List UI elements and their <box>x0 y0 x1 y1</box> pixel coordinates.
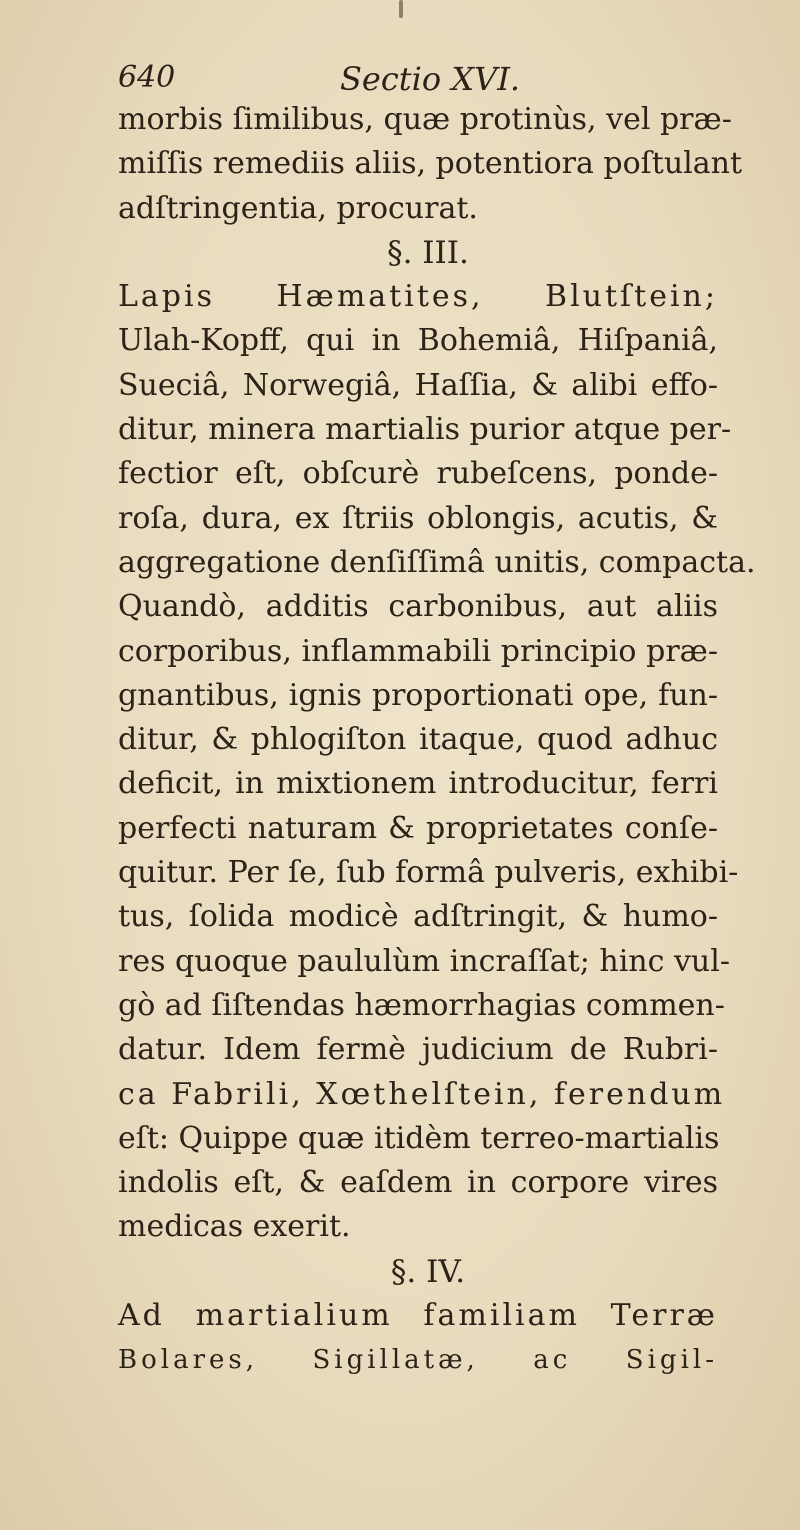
text-line: ca Fabrili, Xœthelſtein, ferendum <box>118 1076 726 1112</box>
text-line: fectior eſt, obſcurè rubeſcens, ponde- <box>118 456 718 492</box>
text-line: Bolares, Sigillatæ, ac Sigil- <box>118 1345 718 1376</box>
text-line: roſa, dura, ex ſtriis oblongis, acutis, & <box>118 500 718 536</box>
text-line: miſſis remediis aliis, potentiora poſtulant <box>118 146 743 182</box>
text-line: gnantibus, ignis proportionati ope, fun- <box>118 677 718 713</box>
text-line: quitur. Per ſe, ſub formâ pulveris, exhibi- <box>118 855 739 891</box>
text-line: Ad martialium familiam Terræ <box>118 1298 718 1334</box>
text-line: Quandò, additis carbonibus, aut aliis <box>118 589 718 625</box>
text-line: ditur, & phlogiſton itaque, quod adhuc <box>118 722 718 758</box>
section-title: Sectio XVI. <box>340 60 521 98</box>
text-line: Ulah-Kopff, qui in Bohemiâ, Hiſpaniâ, <box>118 323 718 359</box>
text-line: datur. Idem fermè judicium de Rubri- <box>118 1032 718 1068</box>
text-line: perfecti naturam & proprietates conſe- <box>118 810 718 846</box>
text-line: gò ad ſiſtendas hæmorrhagias commen- <box>118 987 725 1023</box>
page-tear-mark <box>399 0 403 18</box>
text-line: tus, ſolida modicè adſtringit, & humo- <box>118 899 718 935</box>
body-text <box>118 98 756 1383</box>
text-line: Sueciâ, Norwegiâ, Haſſia, & alibi effo- <box>118 367 718 403</box>
text-line: ditur, minera martialis purior atque per- <box>118 412 732 448</box>
text-line: indolis eſt, & eaſdem in corpore vires <box>118 1165 718 1201</box>
text-line: medicas exerit. <box>118 1209 351 1245</box>
page-number: 640 <box>118 60 176 95</box>
text-line: res quoque paululùm incraſſat; hinc vul- <box>118 943 730 979</box>
text-line: adſtringentia, procurat. <box>118 190 478 226</box>
section-heading: §. III. <box>387 234 469 271</box>
text-line: corporibus, inflammabili principio præ- <box>118 633 718 669</box>
text-line: morbis ſimilibus, quæ protinùs, vel præ- <box>118 102 732 137</box>
text-line: Lapis Hæmatites, Blutſtein; <box>118 279 718 315</box>
section-heading: §. IV. <box>390 1253 466 1290</box>
running-head <box>118 60 682 100</box>
text-line: deficit, in mixtionem introducitur, ferri <box>118 766 718 802</box>
text-line: aggregatione denſiſſimâ unitis, compacta. <box>118 544 756 580</box>
text-line: eſt: Quippe quæ itidèm terreo-martialis <box>118 1120 720 1156</box>
